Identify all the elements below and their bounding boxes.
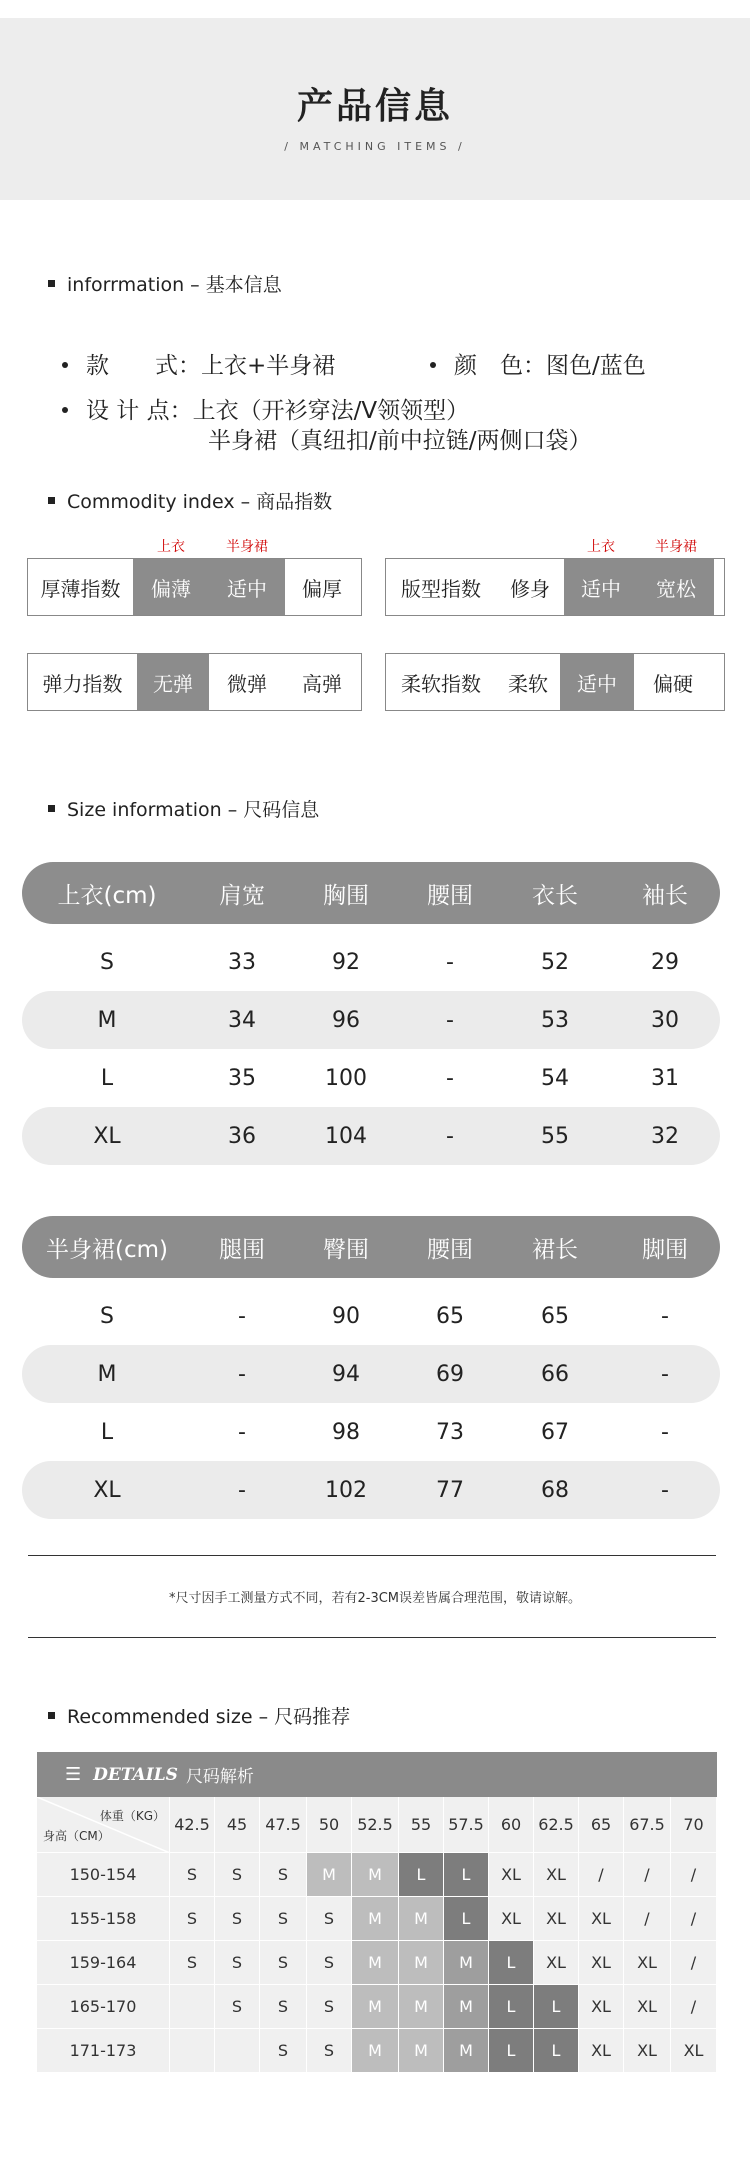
- table-cell: -: [238, 1361, 246, 1387]
- index-title: 弹力指数: [42, 671, 123, 696]
- table-header-row: [22, 1216, 720, 1278]
- table-cell: M: [97, 1007, 117, 1033]
- table-cell: 65: [436, 1303, 464, 1329]
- size-cell: XL: [624, 1985, 671, 2029]
- size-cell: M: [444, 2029, 489, 2073]
- table-cell: -: [661, 1477, 669, 1503]
- size-cell: XL: [579, 2029, 624, 2073]
- table-cell: 98: [332, 1419, 360, 1445]
- table-cell: 94: [332, 1361, 360, 1387]
- square-bullet-icon: [48, 280, 55, 287]
- table-row: [22, 1461, 720, 1519]
- table-cell: XL: [93, 1477, 121, 1503]
- table-cell: 96: [332, 1007, 360, 1033]
- index-option: 适中: [209, 559, 285, 615]
- index-option: 宽松: [638, 559, 714, 615]
- size-cell: M: [352, 2029, 399, 2073]
- dot-bullet-icon: [62, 407, 68, 413]
- design-line-1: 上衣（开衫穿法/V领领型）: [192, 398, 470, 424]
- table-cell: 32: [651, 1123, 679, 1149]
- size-cell: M: [399, 1897, 444, 1941]
- table-cell: 53: [541, 1007, 569, 1033]
- index-heading-text: Commodity index – 商品指数: [67, 491, 333, 513]
- index-option: 柔软: [508, 671, 548, 696]
- recommend-heading-text: Recommended size – 尺码推荐: [67, 1706, 351, 1728]
- table-cell: 31: [651, 1065, 679, 1091]
- table-row: [22, 1049, 720, 1107]
- size-cell: L: [489, 2029, 534, 2073]
- table-cell: M: [97, 1361, 117, 1387]
- weight-header: 52.5: [352, 1797, 399, 1853]
- weight-header: 42.5: [170, 1797, 215, 1853]
- table-header-cell: 臀围: [323, 1236, 369, 1263]
- table-cell: 68: [541, 1477, 569, 1503]
- style-value: 上衣+半身裙: [201, 353, 336, 379]
- index-option: 高弹: [302, 671, 342, 696]
- details-subtitle: 尺码解析: [185, 1767, 254, 1787]
- table-cell: -: [238, 1477, 246, 1503]
- table-cell: 77: [436, 1477, 464, 1503]
- size-cell: L: [534, 2029, 579, 2073]
- size-cell: S: [260, 1985, 307, 2029]
- recommend-grid: [37, 1797, 717, 2073]
- size-cell: [170, 1985, 215, 2029]
- design-line-2: 半身裙（真纽扣/前中拉链/两侧口袋）: [208, 428, 592, 454]
- table-header-cell: 胸围: [323, 882, 369, 909]
- table-cell: 33: [228, 949, 256, 975]
- size-cell: S: [260, 1897, 307, 1941]
- table-cell: 100: [325, 1065, 367, 1091]
- weight-header: 67.5: [624, 1797, 671, 1853]
- table-cell: -: [238, 1303, 246, 1329]
- size-cell: M: [352, 1853, 399, 1897]
- size-cell: /: [624, 1897, 671, 1941]
- table-cell: -: [661, 1419, 669, 1445]
- divider-top: [28, 1555, 716, 1556]
- color-value: 图色/蓝色: [546, 353, 646, 379]
- table-row: [22, 933, 720, 991]
- style-row: [62, 347, 335, 380]
- table-cell: L: [100, 1065, 114, 1091]
- square-bullet-icon: [48, 1712, 55, 1719]
- table-cell: S: [100, 1303, 114, 1329]
- grid-corner-cell: [37, 1797, 170, 1853]
- table-row: [22, 1107, 720, 1165]
- weight-header: 47.5: [260, 1797, 307, 1853]
- index-title: 厚薄指数: [40, 576, 121, 601]
- header-band: [0, 18, 750, 200]
- dot-bullet-icon: [430, 362, 436, 368]
- index-box-1: [27, 558, 362, 616]
- size-cell: XL: [624, 2029, 671, 2073]
- size-cell: XL: [579, 1941, 624, 1985]
- size-cell: M: [307, 1853, 352, 1897]
- details-title: DETAILS: [93, 1764, 178, 1785]
- corner-diagonal: [37, 1797, 170, 1853]
- size-cell: S: [170, 1941, 215, 1985]
- corner-weight-label: 体重（KG）: [99, 1809, 165, 1823]
- size-cell: M: [352, 1985, 399, 2029]
- index-option-label: 半身裙: [655, 539, 697, 555]
- index-option-label: 上衣: [587, 539, 615, 555]
- table-cell: 90: [332, 1303, 360, 1329]
- index-option-label: 上衣: [157, 539, 185, 555]
- size-cell: XL: [489, 1853, 534, 1897]
- weight-header: 62.5: [534, 1797, 579, 1853]
- size-cell: /: [671, 1853, 717, 1897]
- table-cell: 29: [651, 949, 679, 975]
- size-cell: L: [444, 1897, 489, 1941]
- size-cell: S: [215, 1853, 260, 1897]
- corner-height-label: 身高（CM）: [43, 1829, 110, 1843]
- measurement-note: *尺寸因手工测量方式不同，若有2-3CM误差皆属合理范围，敬请谅解。: [168, 1591, 582, 1606]
- basic-info-heading-text: inforrmation – 基本信息: [67, 274, 282, 296]
- index-box-3: [27, 653, 362, 711]
- size-cell: L: [489, 1941, 534, 1985]
- table-header-cell: 肩宽: [219, 882, 265, 909]
- size-cell: L: [444, 1853, 489, 1897]
- menu-icon: ☰: [65, 1764, 82, 1785]
- table-cell: 66: [541, 1361, 569, 1387]
- table-cell: 52: [541, 949, 569, 975]
- weight-header: 45: [215, 1797, 260, 1853]
- weight-header: 65: [579, 1797, 624, 1853]
- size-cell: XL: [489, 1897, 534, 1941]
- size-cell: S: [170, 1897, 215, 1941]
- table-cell: S: [100, 949, 114, 975]
- table-header-cell: 腰围: [427, 1236, 473, 1263]
- size-cell: L: [534, 1985, 579, 2029]
- size-cell: S: [307, 1941, 352, 1985]
- weight-header: 60: [489, 1797, 534, 1853]
- table-header-cell: 袖长: [642, 882, 688, 909]
- table-cell: 55: [541, 1123, 569, 1149]
- size-cell: S: [170, 1853, 215, 1897]
- table-cell: L: [100, 1419, 114, 1445]
- height-label: 150-154: [37, 1853, 170, 1897]
- index-option: 偏薄: [133, 559, 209, 615]
- weight-header: 70: [671, 1797, 717, 1853]
- table-cell: 34: [228, 1007, 256, 1033]
- recommend-panel: [37, 1752, 717, 2073]
- table-cell: 35: [228, 1065, 256, 1091]
- size-cell: /: [671, 1985, 717, 2029]
- index-option: 偏硬: [653, 671, 693, 696]
- table-cell: -: [446, 1065, 454, 1091]
- table-cell: 67: [541, 1419, 569, 1445]
- table-cell: -: [661, 1361, 669, 1387]
- color-label: 颜 色：: [454, 353, 546, 379]
- size-cell: XL: [624, 1941, 671, 1985]
- index-option: 适中: [560, 654, 634, 710]
- table-header-cell: 衣长: [532, 882, 578, 909]
- size-cell: M: [444, 1941, 489, 1985]
- size-cell: M: [399, 1941, 444, 1985]
- recommend-panel-header: [37, 1752, 717, 1797]
- index-box-2: [385, 558, 725, 616]
- size-heading: [48, 795, 319, 822]
- height-label: 159-164: [37, 1941, 170, 1985]
- page-subtitle: / MATCHING ITEMS /: [284, 140, 466, 153]
- size-cell: XL: [579, 1897, 624, 1941]
- table-row: [22, 991, 720, 1049]
- size-cell: M: [352, 1897, 399, 1941]
- table-cell: 73: [436, 1419, 464, 1445]
- size-cell: S: [215, 1897, 260, 1941]
- style-label: 款 式：: [86, 353, 201, 379]
- index-title: 版型指数: [401, 576, 481, 601]
- size-cell: S: [260, 1941, 307, 1985]
- height-label: 171-173: [37, 2029, 170, 2073]
- design-row: [62, 392, 469, 425]
- size-cell: XL: [534, 1897, 579, 1941]
- index-box-4: [385, 653, 725, 711]
- table-cell: 54: [541, 1065, 569, 1091]
- table-row: [22, 1403, 720, 1461]
- size-cell: S: [307, 2029, 352, 2073]
- index-option: 修身: [510, 576, 550, 601]
- table-header-cell: 腿围: [219, 1236, 265, 1263]
- recommend-heading: [48, 1702, 350, 1729]
- page-title: 产品信息: [296, 86, 453, 127]
- size-cell: S: [307, 1985, 352, 2029]
- table-cell: -: [238, 1419, 246, 1445]
- table-cell: 30: [651, 1007, 679, 1033]
- weight-header: 50: [307, 1797, 352, 1853]
- table-header-cell: 裙长: [532, 1236, 578, 1263]
- table-cell: -: [661, 1303, 669, 1329]
- size-cell: L: [399, 1853, 444, 1897]
- index-option: 微弹: [227, 671, 267, 696]
- design-label: 设 计 点：: [86, 398, 193, 424]
- table-header-row: [22, 862, 720, 924]
- table-cell: -: [446, 1007, 454, 1033]
- size-cell: S: [215, 1985, 260, 2029]
- size-cell: /: [579, 1853, 624, 1897]
- index-option-label: 半身裙: [226, 539, 268, 555]
- size-cell: XL: [579, 1985, 624, 2029]
- size-cell: S: [215, 1941, 260, 1985]
- size-cell: L: [489, 1985, 534, 2029]
- size-cell: M: [444, 1985, 489, 2029]
- size-cell: XL: [534, 1853, 579, 1897]
- size-cell: /: [624, 1853, 671, 1897]
- index-option: 适中: [564, 559, 638, 615]
- index-heading: [48, 487, 332, 514]
- size-cell: M: [399, 1985, 444, 2029]
- table-cell: XL: [93, 1123, 121, 1149]
- dot-bullet-icon: [62, 362, 68, 368]
- weight-header: 57.5: [444, 1797, 489, 1853]
- size-cell: /: [671, 1941, 717, 1985]
- table-cell: 102: [325, 1477, 367, 1503]
- design-row-2: [208, 422, 592, 455]
- table-cell: 92: [332, 949, 360, 975]
- height-label: 165-170: [37, 1985, 170, 2029]
- table-header-cell: 腰围: [427, 882, 473, 909]
- table-cell: 36: [228, 1123, 256, 1149]
- size-cell: [170, 2029, 215, 2073]
- size-cell: M: [399, 2029, 444, 2073]
- square-bullet-icon: [48, 805, 55, 812]
- table-cell: -: [446, 949, 454, 975]
- height-label: 155-158: [37, 1897, 170, 1941]
- table-header-cell: 半身裙(cm): [46, 1236, 168, 1263]
- table-cell: -: [446, 1123, 454, 1149]
- size-cell: XL: [671, 2029, 717, 2073]
- size-cell: S: [260, 2029, 307, 2073]
- table-cell: 104: [325, 1123, 367, 1149]
- index-option: 无弹: [137, 654, 209, 710]
- index-option: 偏厚: [302, 576, 342, 601]
- table-header-cell: 脚围: [642, 1236, 688, 1263]
- table-header-cell: 上衣(cm): [57, 882, 157, 909]
- color-row: [430, 347, 646, 380]
- size-cell: [215, 2029, 260, 2073]
- size-heading-text: Size information – 尺码信息: [67, 799, 320, 821]
- divider-bottom: [28, 1637, 716, 1638]
- index-title: 柔软指数: [401, 671, 481, 696]
- size-cell: S: [260, 1853, 307, 1897]
- table-row: [22, 1345, 720, 1403]
- table-row: [22, 1287, 720, 1345]
- size-cell: M: [352, 1941, 399, 1985]
- size-cell: /: [671, 1897, 717, 1941]
- square-bullet-icon: [48, 497, 55, 504]
- weight-header: 55: [399, 1797, 444, 1853]
- size-cell: S: [307, 1897, 352, 1941]
- table-cell: 65: [541, 1303, 569, 1329]
- size-cell: XL: [534, 1941, 579, 1985]
- table-cell: 69: [436, 1361, 464, 1387]
- basic-info-heading: [48, 270, 282, 297]
